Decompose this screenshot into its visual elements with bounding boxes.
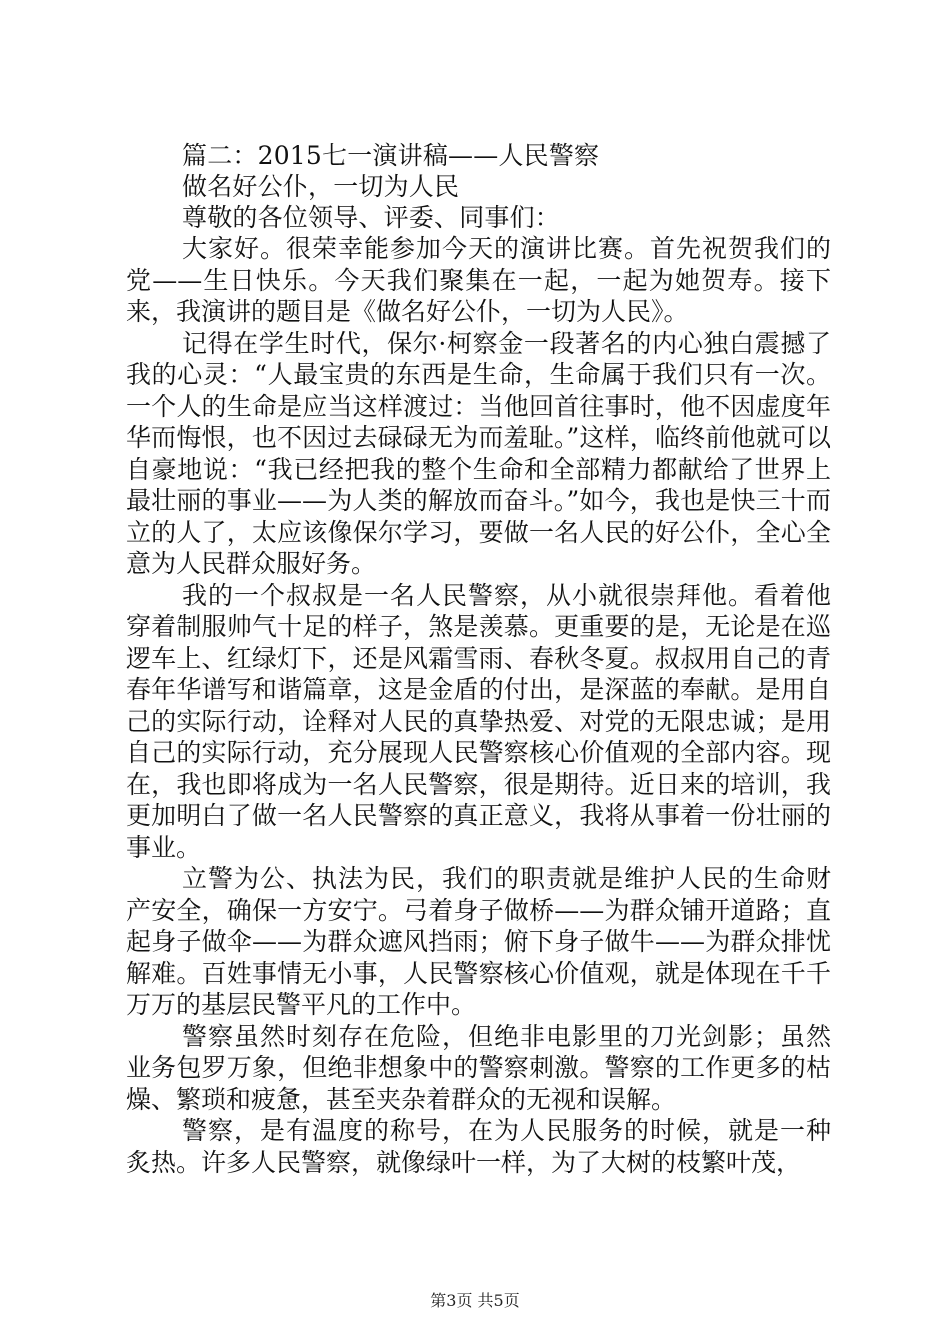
paragraph: 我的一个叔叔是一名人民警察，从小就很崇拜他。看着他穿着制服帅气十足的样子，煞是羡慕。更重要的是，无论是在巡逻车上、红绿灯下，还是风霜雪雨、春秋冬夏。叔叔用自己的青春年华谱写和谐篇章，这是金盾的付出，是深蓝的奉献。是用自己的实际行动，诠释对人民的真挚热爱、对党的无限忠诚；是用自己的实际行动，充分展现人民警察核心价值观的全部内容。现在，我也即将成为一名人民警察，很是期待。近日来的培训，我更加明白了做一名人民警察的真正意义，我将从事着一份壮丽的事业。: [126, 580, 831, 862]
paragraph: 大家好。很荣幸能参加今天的演讲比赛。首先祝贺我们的党——生日快乐。今天我们聚集在一起，一起为她贺寿。接下来，我演讲的题目是《做名好公仆，一切为人民》。: [126, 234, 831, 326]
page-number: 第3页 共5页: [430, 1291, 520, 1310]
paragraph: 立警为公、执法为民，我们的职责就是维护人民的生命财产安全，确保一方安宁。弓着身子做桥——为群众铺开道路；直起身子做伞——为群众遮风挡雨；俯下身子做牛——为群众排忧解难。百姓事情无小事，人民警察核心价值观，就是体现在千千万万的基层民警平凡的工作中。: [126, 864, 831, 1019]
document-body: [126, 140, 831, 1178]
paragraph: 警察，是有温度的称号，在为人民服务的时候，就是一种炙热。许多人民警察，就像绿叶一样，为了大树的枝繁叶茂，: [126, 1116, 831, 1177]
document-title: 篇二：2015七一演讲稿——人民警察: [182, 141, 600, 170]
document-subtitle: 做名好公仆，一切为人民: [182, 172, 460, 201]
paragraph: 警察虽然时刻存在危险，但绝非电影里的刀光剑影；虽然业务包罗万象，但绝非想象中的警察刺激。警察的工作更多的枯燥、繁琐和疲惫，甚至夹杂着群众的无视和误解。: [126, 1021, 831, 1114]
paragraph: 记得在学生时代，保尔·柯察金一段著名的内心独白震撼了我的心灵：“人最宝贵的东西是生命，生命属于我们只有一次。一个人的生命是应当这样渡过：当他回首往事时，他不因虚度年华而悔恨，也不因过去碌碌无为而羞耻。”这样，临终前他就可以自豪地说：“我已经把我的整个生命和全部精力都献给了世界上最壮丽的事业——为人类的解放而奋斗。”如今，我也是快三十而立的人了，太应该像保尔学习，要做一名人民的好公仆，全心全意为人民群众服好务。: [126, 328, 831, 578]
salutation: 尊敬的各位领导、评委、同事们：: [182, 203, 561, 232]
